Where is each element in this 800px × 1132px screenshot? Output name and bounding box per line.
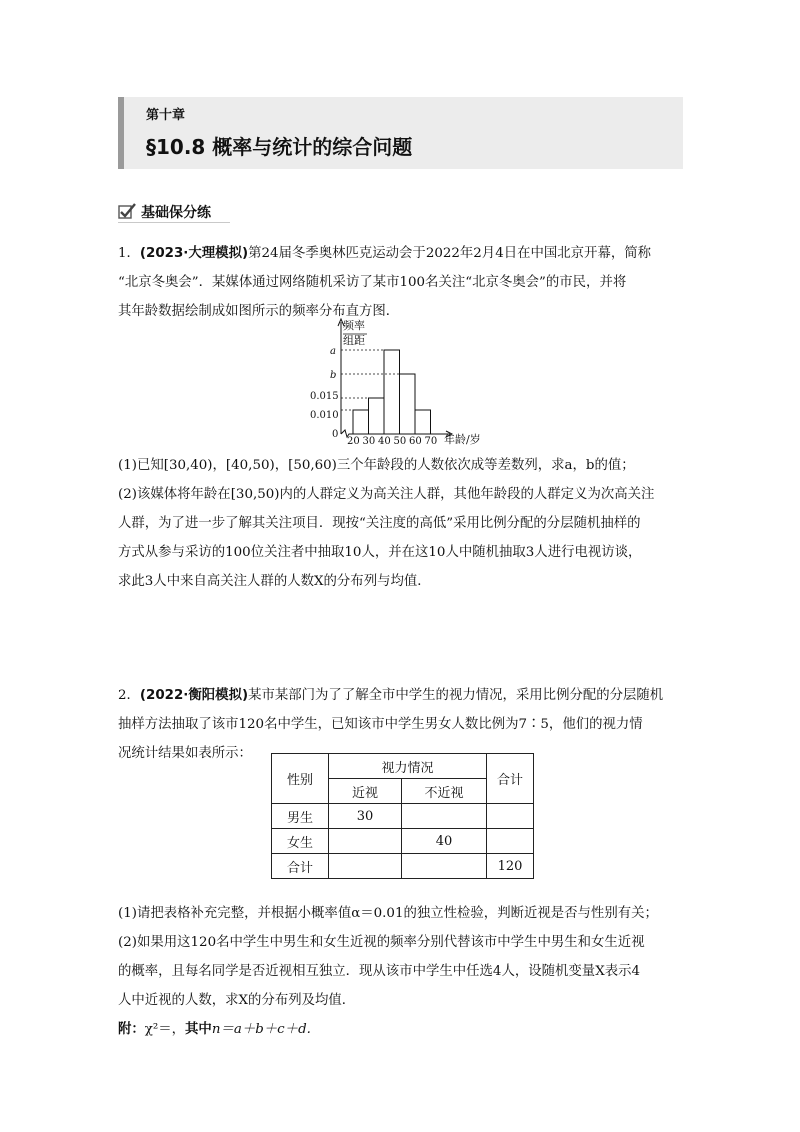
vision-table <box>271 753 534 879</box>
table-row: 女生 40 <box>272 829 534 854</box>
q2-part2: (2)如果用这120名中学生中男生和女生近视的频率分别代替该市中学生中男生和女生近视 的概率，且每名同学是否近视相互独立．现从该市中学生中任选4人，设随机变量X表示4 人中近视的人数，求X的分布列及均值． <box>118 935 645 1008</box>
y-label-top: 频率 <box>343 319 365 332</box>
header-vision: 视力情况 <box>329 754 487 779</box>
origin-label: 0 <box>332 429 339 440</box>
y-tick-label: a <box>330 346 336 357</box>
y-label-bottom: 组距 <box>343 334 365 347</box>
histogram-bar <box>384 350 400 434</box>
question-1-intro: 1．(2023·大理模拟)第24届冬季奥林匹克运动会于2022年2月4日在中国北京开幕，简称 “北京冬奥会”．某媒体通过网络随机采访了某市100名关注“北京冬奥会”的市民，并将 其年龄数据绘制成如图所示的频率分布直方图． <box>118 246 652 319</box>
header-total: 合计 <box>487 754 534 804</box>
y-tick-label: 0.015 <box>310 391 339 402</box>
header-gender: 性别 <box>272 754 329 804</box>
q1-part2: (2)该媒体将年龄在[30,50)内的人群定义为高关注人群，其他年龄段的人群定义为次高关注 人群，为了进一步了解其关注项目．现按“关注度的高低”采用比例分配的分层随机抽样的 方式从参与采访的100位关注者中抽取10人，并在这10人中随机抽取3人进行电视访谈， 求此3人中来自高关注人群的人数X的分布列与均值． <box>118 487 655 589</box>
question-2-intro: 2．(2022·衡阳模拟)某市某部门为了了解全市中学生的视力情况，采用比例分配的分层随机 抽样方法抽取了该市120名中学生，已知该市中学生男女人数比例为7∶5，他们的视力情 况统计结果如表所示： <box>118 688 664 761</box>
q1-part1: (1)已知[30,40)，[40,50)，[50,60)三个年龄段的人数依次成等差数列，求a，b的值； <box>118 458 635 473</box>
checkbox-icon <box>118 203 136 219</box>
table-row: 男生 30 <box>272 804 534 829</box>
y-tick-label: 0.010 <box>310 410 339 421</box>
x-tick-label: 40 <box>378 436 391 447</box>
histogram-bar <box>415 410 431 434</box>
x-tick-label: 70 <box>424 436 438 447</box>
page-title: §10.8 概率与统计的综合问题 <box>146 135 413 159</box>
section-divider <box>118 222 230 223</box>
q2-note: 附：χ²＝，其中n＝a＋b＋c＋d. <box>118 1022 311 1037</box>
x-tick-label: 50 <box>393 436 407 447</box>
y-tick-label: b <box>330 370 337 381</box>
chapter-header-accent <box>118 97 124 169</box>
histogram-bar <box>369 398 385 434</box>
question-2-parts <box>118 899 688 1044</box>
x-tick-label: 20 <box>347 436 360 447</box>
question-1-parts <box>118 451 688 596</box>
x-tick-label: 30 <box>362 436 376 447</box>
header-near: 近视 <box>329 779 402 804</box>
section-label: 基础保分练 <box>141 205 211 221</box>
histogram-bar <box>353 410 369 434</box>
q2-part1: (1)请把表格补充完整，并根据小概率值α＝0.01的独立性检验，判断近视是否与性别有关； <box>118 906 658 921</box>
histogram-bar <box>400 374 416 434</box>
header-notnear: 不近视 <box>402 779 487 804</box>
x-axis-label: 年龄/岁 <box>444 433 481 446</box>
x-tick-label: 60 <box>409 436 422 447</box>
histogram-chart <box>310 316 500 448</box>
chapter-label: 第十章 <box>146 108 186 123</box>
table-row: 合计 120 <box>272 854 534 879</box>
